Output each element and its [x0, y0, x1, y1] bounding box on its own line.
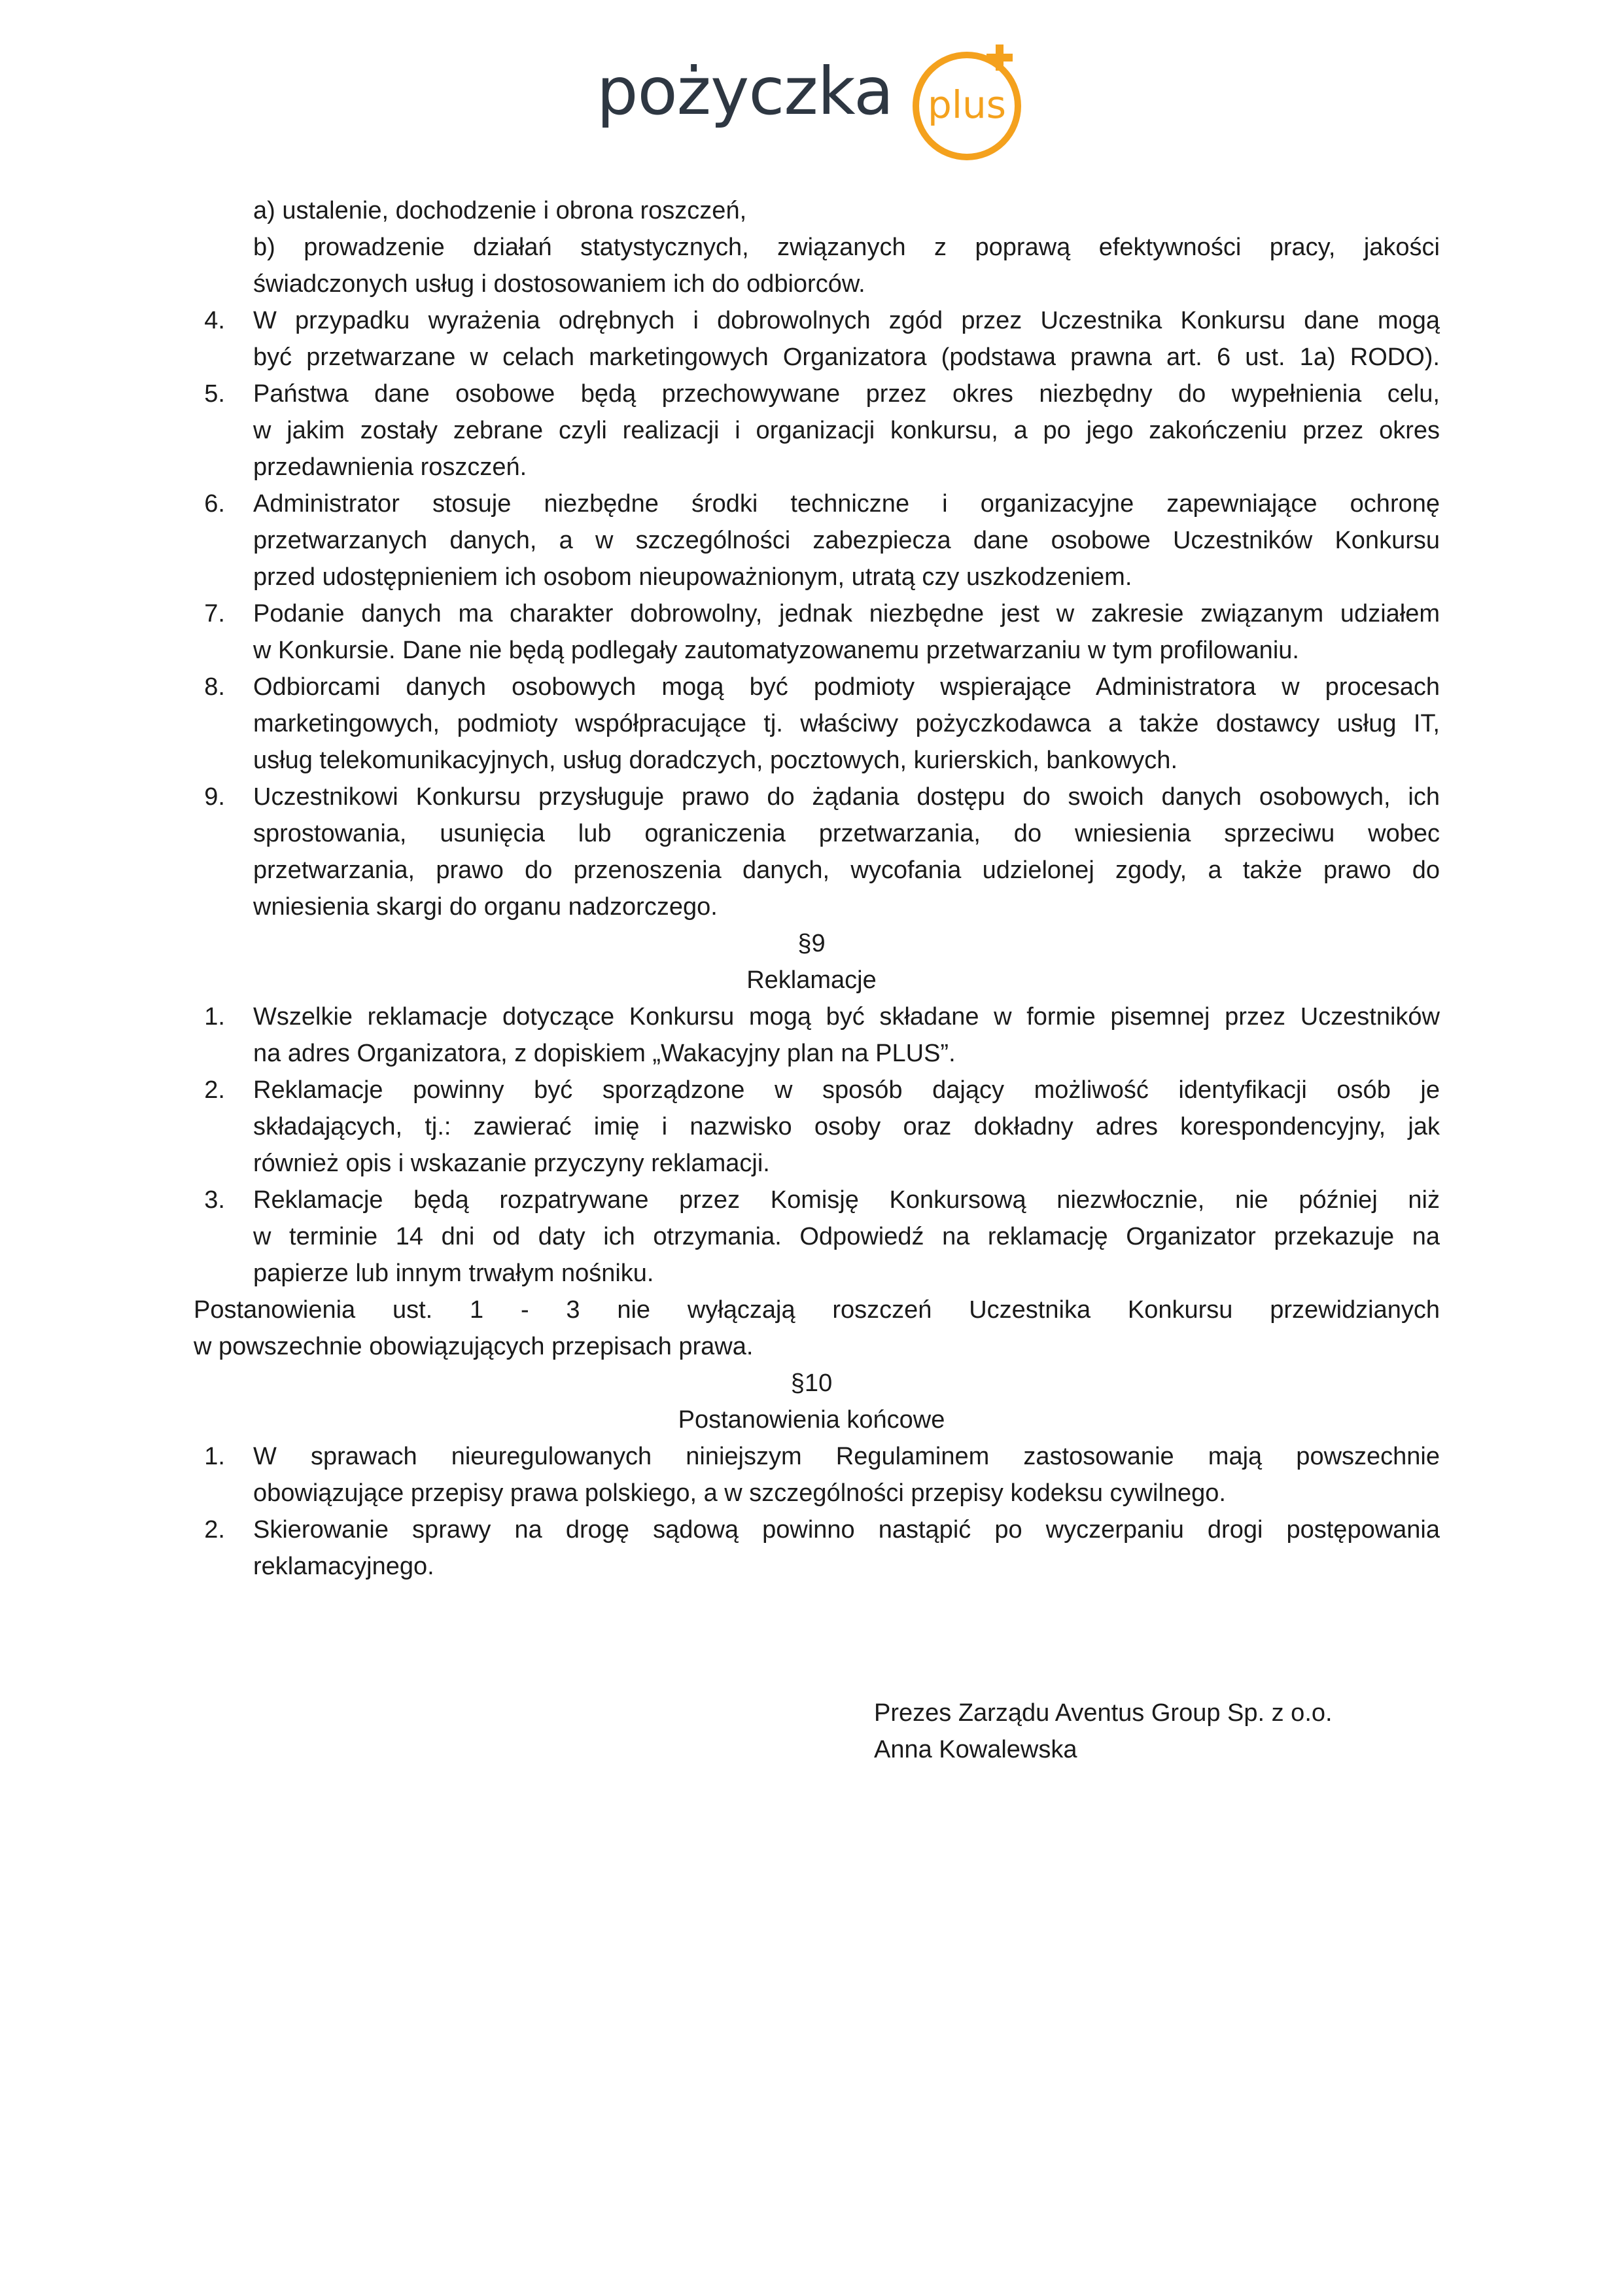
point-text: Administrator stosuje niezbędne środki techniczne i organizacyjne zapewniające ochronę: [253, 490, 1440, 518]
point-text: obowiązujące przepisy prawa polskiego, a w szczególności przepisy kodeksu cywilnego.: [253, 1479, 1226, 1507]
point-number: 5.: [204, 380, 225, 408]
item-b-line2: świadczonych usług i dostosowaniem ich do odbiorców.: [253, 270, 865, 298]
item-b-line1: b) prowadzenie działań statystycznych, związanych z poprawą efektywności pracy, jakości: [253, 234, 1440, 261]
point-text: sprostowania, usunięcia lub ograniczenia przetwarzania, do wniesienia sprzeciwu wobec: [253, 820, 1440, 847]
logo-wordmark: pożyczka: [597, 53, 894, 130]
point-text: usług telekomunikacyjnych, usług doradczych, pocztowych, kurierskich, bankowych.: [253, 747, 1178, 774]
point-text: w terminie 14 dni od daty ich otrzymania. Odpowiedź na reklamację Organizator przekazuje na: [253, 1223, 1440, 1250]
point-number: 8.: [204, 673, 225, 701]
point-number: 3.: [204, 1186, 225, 1214]
point-text: Reklamacje będą rozpatrywane przez Komisję Konkursową niezwłocznie, nie później niż: [253, 1186, 1440, 1214]
signature-name: Anna Kowalewska: [874, 1736, 1077, 1763]
item-a: a) ustalenie, dochodzenie i obrona roszczeń,: [253, 197, 747, 224]
point-number: 4.: [204, 307, 225, 334]
signature-role: Prezes Zarządu Aventus Group Sp. z o.o.: [874, 1699, 1333, 1727]
point-text: Skierowanie sprawy na drogę sądową powinno nastąpić po wyczerpaniu drogi postępowania: [253, 1516, 1440, 1544]
point-number: 1.: [204, 1443, 225, 1470]
point-text: w jakim zostały zebrane czyli realizacji i organizacji konkursu, a po jego zakończeniu przez okres: [253, 417, 1440, 444]
point-text: również opis i wskazanie przyczyny reklamacji.: [253, 1150, 770, 1177]
point-text: Podanie danych ma charakter dobrowolny, jednak niezbędne jest w zakresie związanym udziałem: [253, 600, 1440, 627]
point-text: w Konkursie. Dane nie będą podlegały zautomatyzowanemu przetwarzaniu w tym profilowaniu.: [253, 637, 1299, 664]
section-title: Reklamacje: [746, 966, 877, 994]
point-text: reklamacyjnego.: [253, 1553, 434, 1580]
point-text: przetwarzania, prawo do przenoszenia danych, wycofania udzielonej zgody, a także prawo do: [253, 857, 1440, 884]
point-text: Wszelkie reklamacje dotyczące Konkursu mogą być składane w formie pisemnej przez Uczestników: [253, 1003, 1440, 1031]
point-text: wniesienia skargi do organu nadzorczego.: [253, 893, 718, 921]
point-text: przed udostępnieniem ich osobom nieupoważnionym, utratą czy uszkodzeniem.: [253, 563, 1132, 591]
section-title: Postanowienia końcowe: [678, 1406, 945, 1434]
point-text: na adres Organizatora, z dopiskiem „Wakacyjny plan na PLUS”.: [253, 1040, 956, 1067]
point-number: 9.: [204, 783, 225, 811]
point-text: W sprawach nieuregulowanych niniejszym Regulaminem zastosowanie mają powszechnie: [253, 1443, 1440, 1470]
point-number: 6.: [204, 490, 225, 518]
point-number: 1.: [204, 1003, 225, 1031]
logo-badge-text: plus: [928, 82, 1006, 127]
point-text: Uczestnikowi Konkursu przysługuje prawo do żądania dostępu do swoich danych osobowych, ich: [253, 783, 1440, 811]
point-text: Reklamacje powinny być sporządzone w sposób dający możliwość identyfikacji osób je: [253, 1076, 1440, 1104]
point-text: przetwarzanych danych, a w szczególności zabezpiecza dane osobowe Uczestników Konkursu: [253, 527, 1440, 554]
closing-text: Postanowienia ust. 1 - 3 nie wyłączają roszczeń Uczestnika Konkursu przewidzianych: [194, 1296, 1440, 1324]
section-number: §10: [790, 1369, 833, 1397]
closing-text: w powszechnie obowiązujących przepisach prawa.: [194, 1333, 754, 1360]
section-number: §9: [797, 930, 826, 957]
brand-logo: [597, 30, 1028, 161]
point-text: W przypadku wyrażenia odrębnych i dobrowolnych zgód przez Uczestnika Konkursu dane mogą: [253, 307, 1440, 334]
point-number: 2.: [204, 1516, 225, 1544]
point-text: Państwa dane osobowe będą przechowywane przez okres niezbędny do wypełnienia celu,: [253, 380, 1440, 408]
point-text: papierze lub innym trwałym nośniku.: [253, 1260, 654, 1287]
point-text: być przetwarzane w celach marketingowych Organizatora (podstawa prawna art. 6 ust. 1a) RODO).: [253, 344, 1440, 371]
point-number: 7.: [204, 600, 225, 627]
logo-plus-badge: [909, 41, 1034, 165]
point-number: 2.: [204, 1076, 225, 1104]
point-text: przedawnienia roszczeń.: [253, 453, 527, 481]
point-text: Odbiorcami danych osobowych mogą być podmioty wspierające Administratora w procesach: [253, 673, 1440, 701]
point-text: marketingowych, podmioty współpracujące tj. właściwy pożyczkodawca a także dostawcy usług IT,: [253, 710, 1440, 737]
point-text: składających, tj.: zawierać imię i nazwisko osoby oraz dokładny adres korespondencyjny, jak: [253, 1113, 1440, 1140]
